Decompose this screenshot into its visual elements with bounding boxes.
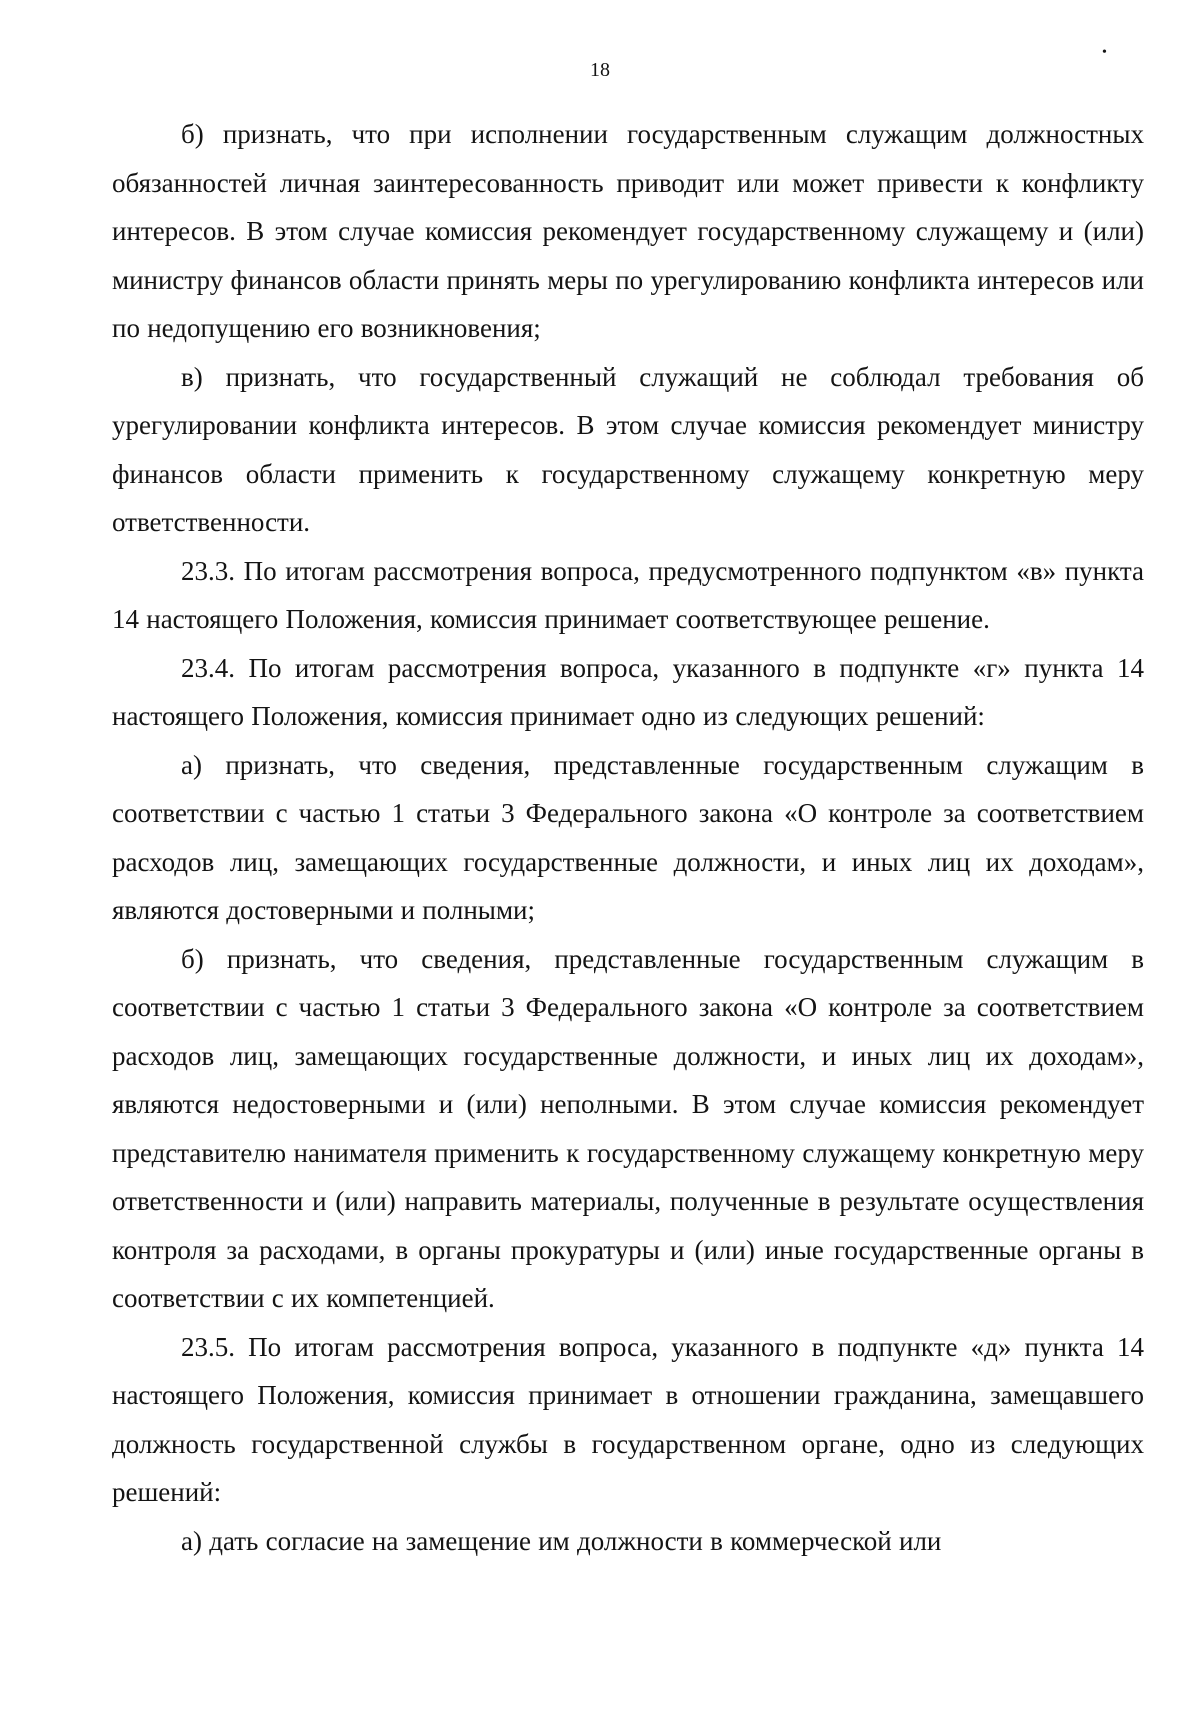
paragraph-noncompliance: в) признать, что государственный служащий не соблюдал требования об урегулировании конфликта интересов. В этом случае комиссия рекомендует министру финансов области применить к государственному служащему конкретную меру ответственности. — [112, 361, 1144, 537]
scan-mark: • — [1102, 45, 1107, 60]
paragraph-23-4-a: а) признать, что сведения, представленные государственным служащим в соответствии с частью 1 статьи 3 Федерального закона «О контроле за соответствием расходов лиц, замещающих государственные должности, и иных лиц их доходам», являются достоверными и полными; — [112, 749, 1144, 925]
page-number: 18 — [590, 59, 610, 81]
paragraph-23-4-b: б) признать, что сведения, представленные государственным служащим в соответствии с частью 1 статьи 3 Федерального закона «О контроле за соответствием расходов лиц, замещающих государственные должности, и иных лиц их доходам», являются недостоверными и (или) неполными. В этом случае комиссия рекомендует представителю нанимателя применить к государственному служащему конкретную меру ответственности и (или) направить материалы, полученные в результате осуществления контроля за расходами, в органы прокуратуры и (или) иные государственные органы в соответствии с их компетенцией. — [112, 943, 1144, 1313]
paragraph-23-3: 23.3. По итогам рассмотрения вопроса, предусмотренного подпунктом «в» пункта 14 настоящего Положения, комиссия принимает соответствующее решение. — [112, 555, 1144, 634]
paragraph-23-4: 23.4. По итогам рассмотрения вопроса, указанного в подпункте «г» пункта 14 настоящего Положения, комиссия принимает одно из следующих решений: — [112, 652, 1144, 731]
paragraph-23-5: 23.5. По итогам рассмотрения вопроса, указанного в подпункте «д» пункта 14 настоящего Положения, комиссия принимает в отношении гражданина, замещавшего должность государственной службы в государственном органе, одно из следующих решений: — [112, 1331, 1144, 1507]
document-body — [112, 110, 1144, 1565]
paragraph-conflict-of-interest: б) признать, что при исполнении государственным служащим должностных обязанностей личная заинтересованность приводит или может привести к конфликту интересов. В этом случае комиссия рекомендует государственному служащему и (или) министру финансов области принять меры по урегулированию конфликта интересов или по недопущению его возникновения; — [112, 119, 1144, 343]
paragraph-23-5-a: а) дать согласие на замещение им должности в коммерческой или — [181, 1525, 942, 1556]
